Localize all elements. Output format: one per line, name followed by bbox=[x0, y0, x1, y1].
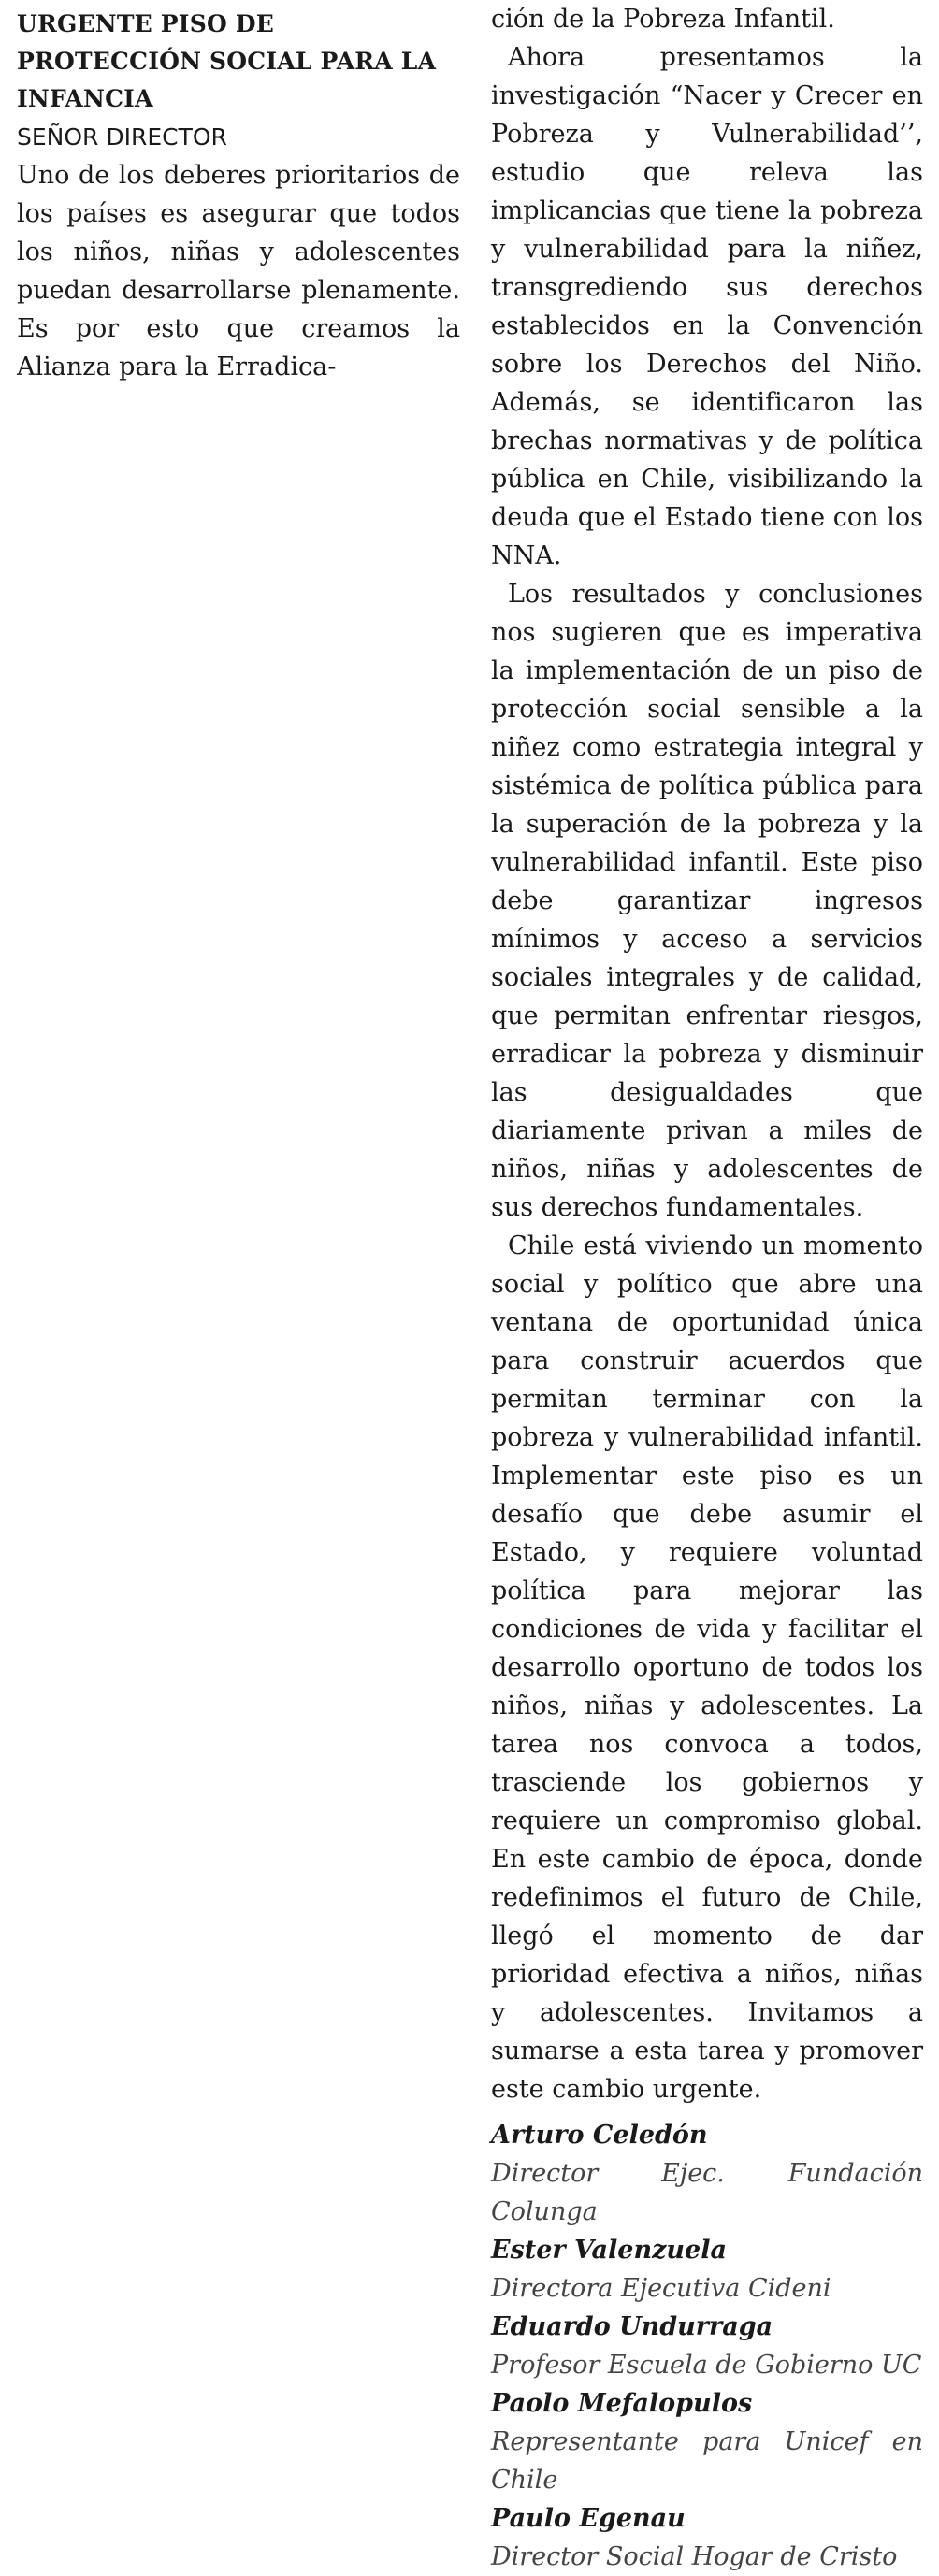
letter-paragraph-intro: Uno de los deberes prioritarios de los países es asegurar que todos los niños, niñas y adolescentes puedan desarrollarse plenamente. Es por esto que creamos la Alianza para la Erradica- bbox=[17, 161, 460, 381]
signatures-block bbox=[491, 2108, 923, 2576]
letter-headline: URGENTE PISO DE PROTECCIÓN SOCIAL PARA LA INFANCIA bbox=[17, 10, 437, 112]
signatory-name: Eduardo Undurraga bbox=[491, 2312, 773, 2341]
letter-paragraph-research: Ahora presentamos la investigación “Nacer y Crecer en Pobreza y Vulnerabilidad’’, estudio que releva las implicancias que tiene la pobreza y vulnerabilidad para la niñez, transgrediendo sus derechos establecidos en la Convención sobre los Derechos del Niño. Además, se identificaron las brechas normativas y de política pública en Chile, visibilizando la deuda que el Estado tiene con los NNA. bbox=[491, 43, 923, 570]
signatory-name: Ester Valenzuela bbox=[491, 2236, 727, 2265]
signatory-role: Director Ejec. Fundación Colunga bbox=[491, 2159, 923, 2226]
letter-paragraph-chile: Chile está viviendo un momento social y político que abre una ventana de oportunidad única para construir acuerdos que permitan terminar con la pobreza y vulnerabilidad infantil. Implementar este piso es un desafío que debe asumir el Estado, y requiere voluntad política para mejorar las condiciones de vida y facilitar el desarrollo oportuno de todos los niños, niñas y adolescentes. La tarea nos convoca a todos, trasciende los gobiernos y requiere un compromiso global. En este cambio de época, donde redefinimos el futuro de Chile, llegó el momento de dar prioridad efectiva a niños, niñas y adolescentes. Invitamos a sumarse a esta tarea y promover este cambio urgente. bbox=[491, 1231, 923, 2104]
signatory-name: Paulo Egenau bbox=[491, 2504, 686, 2533]
signatory-role: Director Social Hogar de Cristo bbox=[491, 2542, 898, 2571]
letter-paragraph-results: Los resultados y conclusiones nos sugieren que es imperativa la implementación de un piso de protección social sensible a la niñez como estrategia integral y sistémica de política pública para la superación de la pobreza y la vulnerabilidad infantil. Este piso debe garantizar ingresos mínimos y acceso a servicios sociales integrales y de calidad, que permitan enfrentar riesgos, erradicar la pobreza y disminuir las desigualdades que diariamente privan a miles de niños, niñas y adolescentes de sus derechos fundamentales. bbox=[491, 580, 923, 1222]
signatory-role: Directora Ejecutiva Cideni bbox=[491, 2274, 831, 2303]
letter-paragraph-continuation: ción de la Pobreza Infantil. bbox=[491, 5, 835, 34]
signatory-name: Arturo Celedón bbox=[491, 2121, 708, 2150]
signatory-role: Profesor Escuela de Gobierno UC bbox=[491, 2351, 922, 2380]
right-column bbox=[491, 0, 923, 2576]
left-column bbox=[17, 0, 460, 386]
signatory-name: Paolo Mefalopulos bbox=[491, 2389, 753, 2418]
letter-salutation: SEÑOR DIRECTOR bbox=[17, 123, 227, 151]
signatory-role: Representante para Unicef en Chile bbox=[491, 2427, 923, 2495]
